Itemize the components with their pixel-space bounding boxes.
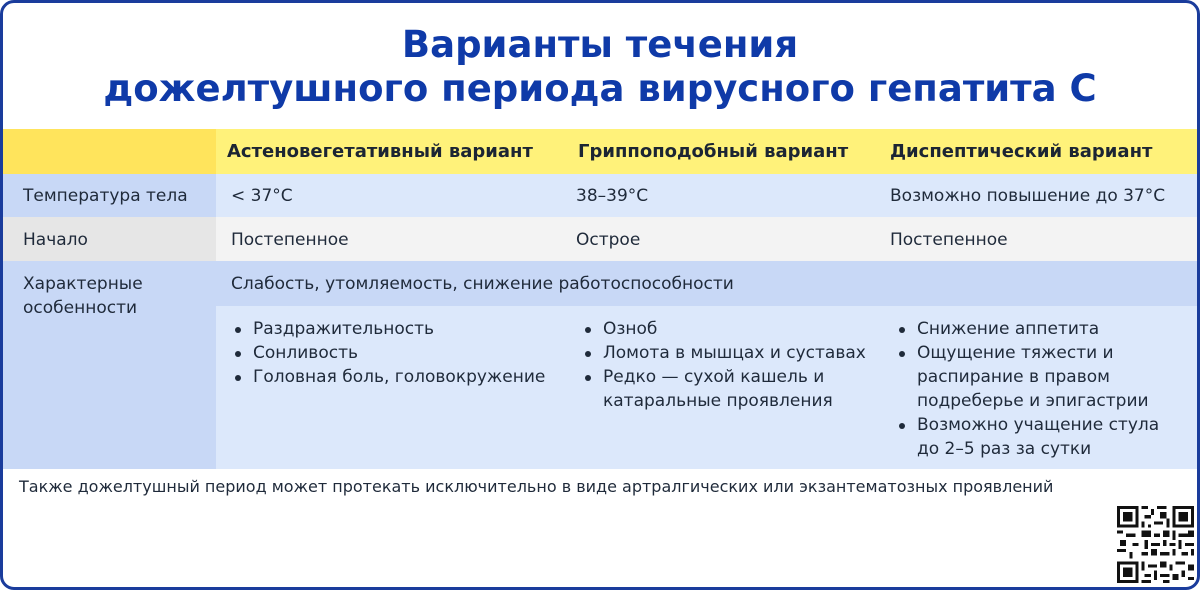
- list-item: Ломота в мышцах и суставах: [581, 341, 876, 365]
- footnote: Также дожелтушный период может протекать исключительно в виде артралгических или экзантематозных проявлений: [19, 477, 1054, 496]
- column-header-asthenovegetative: Астеновегетативный вариант: [227, 141, 533, 162]
- list-item: Раздражительность: [231, 317, 571, 341]
- cell-temperature-asthenovegetative: < 37°C: [231, 186, 293, 206]
- cell-temperature-dyspeptic: Возможно повышение до 37°C: [890, 186, 1166, 206]
- cell-onset-asthenovegetative: Постепенное: [231, 230, 349, 250]
- list-item: Возможно учащение стула до 2–5 раз за сутки: [895, 413, 1170, 461]
- column-header-flu-like: Гриппоподобный вариант: [578, 141, 849, 162]
- cell-features-common: Слабость, утомляемость, снижение работоспособности: [231, 274, 734, 294]
- row-label-features-line-2: особенности: [23, 298, 138, 318]
- list-item: Снижение аппетита: [895, 317, 1170, 341]
- list-features-flu-like: [581, 317, 876, 413]
- table-row-onset: [216, 217, 1200, 261]
- column-header-dyspeptic: Диспептический вариант: [890, 141, 1153, 162]
- list-item: Редко — сухой кашель и катаральные проявления: [581, 365, 876, 413]
- qr-code-icon: [1117, 506, 1194, 583]
- list-item: Головная боль, головокружение: [231, 365, 571, 389]
- row-label-onset: Начало: [23, 230, 88, 250]
- page-title: [3, 23, 1197, 111]
- list-features-asthenovegetative: [231, 317, 571, 389]
- row-label-features: [23, 272, 143, 320]
- title-line-2: дожелтушного периода вирусного гепатита С: [103, 67, 1097, 110]
- title-line-1: Варианты течения: [401, 23, 799, 66]
- list-item: Озноб: [581, 317, 876, 341]
- row-label-features-line-1: Характерные: [23, 274, 143, 294]
- table-header-corner: [3, 129, 216, 174]
- list-item: Сонливость: [231, 341, 571, 365]
- cell-onset-dyspeptic: Постепенное: [890, 230, 1008, 250]
- list-features-dyspeptic: [895, 317, 1170, 461]
- list-item: Ощущение тяжести и распирание в правом подреберье и эпигастрии: [895, 341, 1170, 413]
- cell-temperature-flu-like: 38–39°C: [576, 186, 649, 206]
- row-label-temperature: Температура тела: [23, 186, 188, 206]
- cell-onset-flu-like: Острое: [576, 230, 641, 250]
